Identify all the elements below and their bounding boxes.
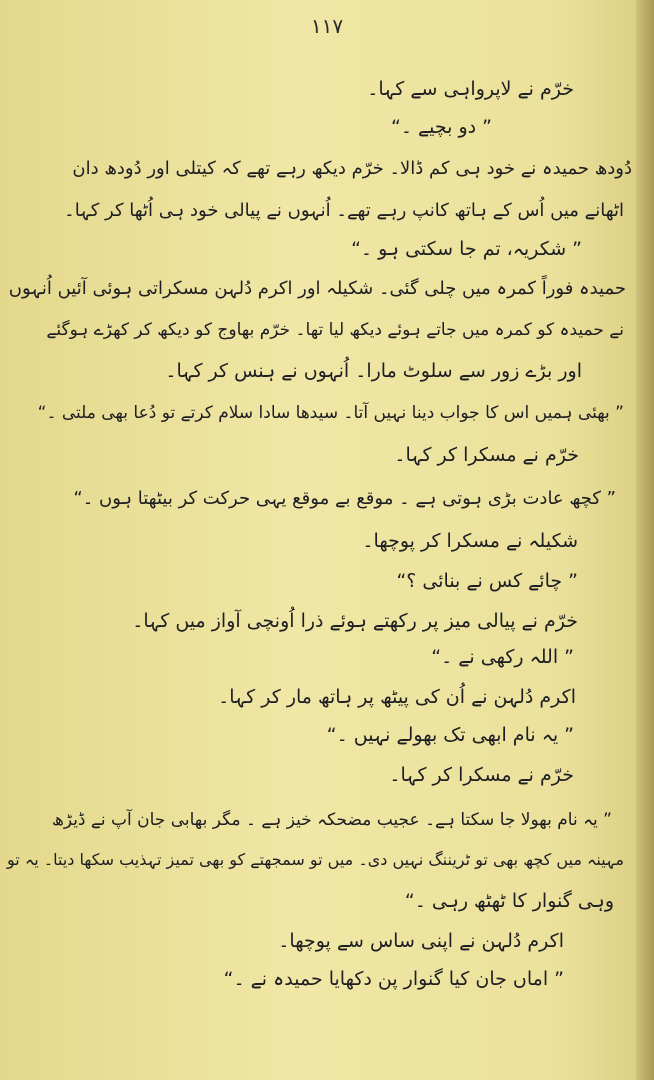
text-line: نے حمیدہ کو کمرہ میں جاتے ہوئے دیکھ لیا تھا۔ خرّم بھاوج کو دیکھ کر کھڑے ہوگئے [46, 320, 624, 340]
text-line: ” چائے کس نے بنائی ؟“ [396, 570, 578, 592]
text-line: اکرم دُلہن نے اپنی ساس سے پوچھا۔ [278, 930, 564, 952]
text-line: ” کچھ عادت بڑی ہوتی ہے ۔ موقع بے موقع یہی حرکت کر بیٹھتا ہوں ۔“ [73, 488, 616, 509]
text-line: مہینہ میں کچھ بھی تو ٹریننگ نہیں دی۔ میں تو سمجھتے کو بھی تمیز تہذیب سکھا دیتا۔ یہ تو [7, 850, 624, 869]
text-line: ” اللہ رکھی نے ۔“ [431, 646, 574, 668]
text-line: وہی گنوار کا ٹھٹھ رہی ۔“ [404, 890, 614, 912]
text-line: اٹھانے میں اُس کے ہاتھ کانپ رہے تھے۔ اُنہوں نے پیالی خود ہی اُٹھا کر کہا۔ [64, 200, 624, 221]
text-line: شکیلہ نے مسکرا کر پوچھا۔ [362, 530, 578, 552]
text-line: خرّم نے مسکرا کر کہا۔ [394, 444, 579, 466]
text-line: دُودھ حمیدہ نے خود ہی کم ڈالا۔ خرّم دیکھ رہے تھے کہ کیتلی اور دُودھ دان [72, 158, 632, 179]
text-line: ” یہ نام ابھی تک بھولے نہیں ۔“ [326, 724, 574, 746]
text-line: ” بھئی ہمیں اس کا جواب دینا نہیں آتا۔ سیدھا سادا سلام کرتے تو دُعا بھی ملتی ۔“ [37, 403, 624, 423]
text-line: حمیدہ فوراً کمرہ میں چلی گئی۔ شکیلہ اور اکرم دُلہن مسکراتی ہوئی آئیں اُنہوں [8, 278, 626, 299]
text-line: ” شکریہ، تم جا سکتی ہو ۔“ [351, 238, 582, 260]
text-line: ” اماں جان کیا گنوار پن دکھایا حمیدہ نے ۔“ [223, 968, 564, 990]
page-number: ١١٧ [310, 14, 344, 38]
text-line: ” دو بچیے ۔“ [391, 116, 492, 138]
text-line: خرّم نے لاپرواہی سے کہا۔ [367, 78, 574, 100]
text-line: اور بڑے زور سے سلوٹ مارا۔ اُنہوں نے ہنس کر کہا۔ [165, 360, 582, 382]
text-line: ” یہ نام بھولا جا سکتا ہے۔ عجیب مضحکہ خیز ہے ۔ مگر بھابی جان آپ نے ڈیڑھ [51, 810, 612, 830]
text-line: خرّم نے پیالی میز پر رکھتے ہوئے ذرا اُونچی آواز میں کہا۔ [132, 610, 578, 632]
text-line: اکرم دُلہن نے اُن کی پیٹھ پر ہاتھ مار کر کہا۔ [218, 686, 576, 708]
page-gutter-edge [636, 0, 654, 1080]
text-line: خرّم نے مسکرا کر کہا۔ [389, 764, 574, 786]
